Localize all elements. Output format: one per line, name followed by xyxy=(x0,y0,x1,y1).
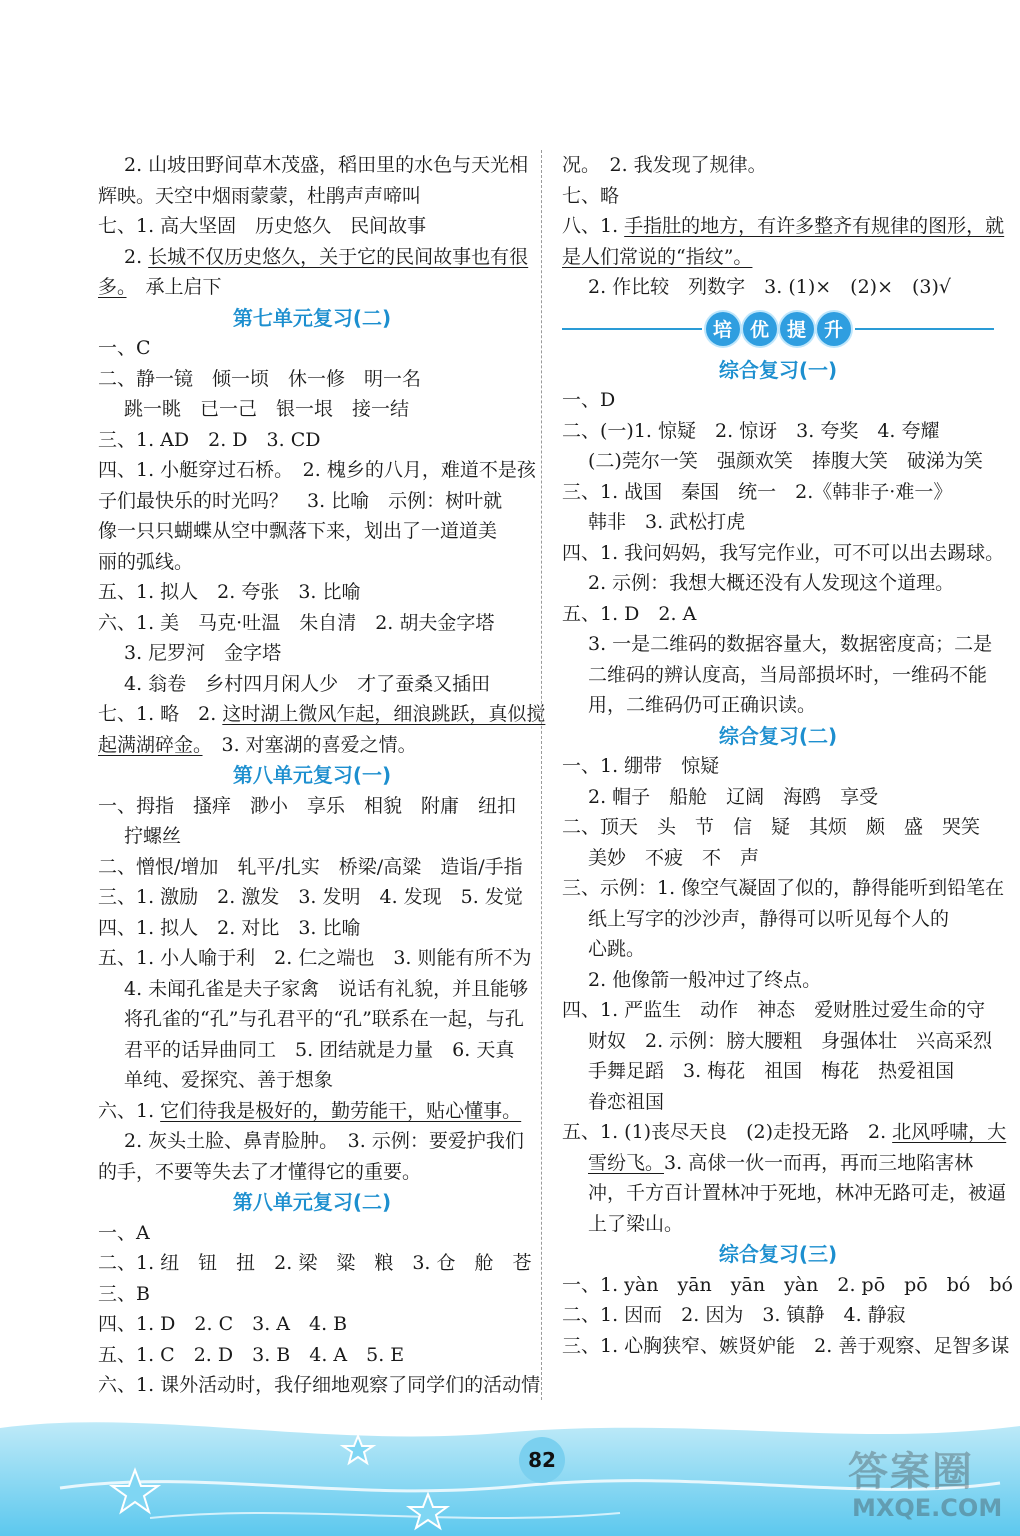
underlined-answer: 北风呼啸，大 xyxy=(892,1121,1007,1143)
answer-text: 五、1. (1)丧尽天良 (2)走投无路 2. xyxy=(562,1121,893,1143)
answer-line: 2. 他像箭一般冲过了终点。 xyxy=(588,968,822,991)
answer-line: 2. 作比较 列数字 3. (1)× (2)× (3)√ xyxy=(588,276,952,298)
answer-line: 四、1. 小艇穿过石桥。 2. 槐乡的八月，难道不是孩 xyxy=(98,459,536,481)
section-heading: 综合复习(三) xyxy=(718,1242,838,1266)
answer-line: 用，二维码仍可正确识读。 xyxy=(588,694,817,716)
page-number: 82 xyxy=(519,1437,565,1483)
answer-line: 将孔雀的“孔”与孔君平的“孔”联系在一起，与孔 xyxy=(124,1008,524,1030)
answer-line: 三、1. 心胸狭窄、嫉贤妒能 2. 善于观察、足智多谋 xyxy=(562,1334,1010,1357)
answer-line: 四、1. 拟人 2. 对比 3. 比喻 xyxy=(98,916,361,939)
underlined-answer: 长城不仅历史悠久，关于它的民间故事也有很 xyxy=(148,245,529,268)
underlined-answer: 手指肚的地方，有许多整齐有规律的图形，就 xyxy=(624,215,1005,237)
answer-line: 一、1. yàn yān yān yàn 2. pō pō bó bó xyxy=(562,1273,1013,1296)
answer-line: 二、1. 因而 2. 因为 3. 镇静 4. 静寂 xyxy=(562,1304,906,1326)
answer-line: 像一只只蝴蝶从空中飘落下来，划出了一道道美 xyxy=(98,520,498,542)
answer-line: 二、(一)1. 惊疑 2. 惊讶 3. 夸奖 4. 夸耀 xyxy=(562,419,940,442)
watermark-text: 答案圈 xyxy=(848,1449,974,1495)
answer-line: 3. 尼罗河 金字塔 xyxy=(124,642,282,664)
answer-column-right xyxy=(562,150,1013,1361)
answer-line: 五、1. 小人喻于利 2. 仁之端也 3. 则能有所不为 xyxy=(98,947,532,969)
answer-line: 一、1. 绷带 惊疑 xyxy=(562,755,720,777)
answer-line xyxy=(98,730,526,761)
answer-line: 上了梁山。 xyxy=(588,1212,684,1235)
answer-line: 君平的话异曲同工 5. 团结就是力量 6. 天真 xyxy=(124,1038,515,1061)
answer-line: 子们最快乐的时光吗？ 3. 比喻 示例：树叶就 xyxy=(98,489,503,512)
banner-char: 优 xyxy=(743,312,777,346)
answer-line: 六、1. 美 马克·吐温 朱自清 2. 胡夫金字塔 xyxy=(98,611,495,634)
underlined-answer: 是人们常说的“指纹”。 xyxy=(562,245,753,268)
answer-line: 一、A xyxy=(98,1221,150,1244)
answer-line: 2. 示例：我想大概还没有人发现这个道理。 xyxy=(588,572,955,594)
answer-line: 手舞足蹈 3. 梅花 祖国 梅花 热爱祖国 xyxy=(588,1060,955,1082)
answer-line: 四、1. D 2. C 3. A 4. B xyxy=(98,1313,348,1335)
banner-rule xyxy=(562,328,702,330)
answer-line: 一、D xyxy=(562,389,616,411)
column-divider xyxy=(541,150,542,1400)
section-heading: 第八单元复习(二) xyxy=(232,1190,392,1214)
answer-line: 四、1. 我问妈妈，我写完作业，可不可以出去踢球。 xyxy=(562,541,1005,564)
answer-line: 二维码的辨认度高，当局部损坏时，一维码不能 xyxy=(588,663,988,686)
section-banner xyxy=(562,303,994,355)
answer-line xyxy=(562,1117,1007,1148)
answer-line: 2. 帽子 船舱 辽阔 海鸥 享受 xyxy=(588,785,879,808)
watermark-logo xyxy=(848,1434,1018,1534)
answer-column-left xyxy=(98,150,546,1401)
answer-line xyxy=(98,242,529,273)
answer-line: 美妙 不疲 不 声 xyxy=(588,846,760,869)
banner-char: 提 xyxy=(780,312,814,346)
answer-line: 辉映。天空中烟雨蒙蒙，杜鹃声声啼叫 xyxy=(98,184,422,207)
answer-line: 五、1. D 2. A xyxy=(562,602,697,625)
banner-char: 升 xyxy=(817,312,851,346)
banner-rule xyxy=(855,328,995,330)
answer-line: 二、静一镜 倾一顷 休一修 明一名 xyxy=(98,367,422,390)
answer-line: 三、示例：1. 像空气凝固了似的，静得能听到铅笔在 xyxy=(562,877,1005,899)
answer-text: 3. 对塞湖的喜爱之情。 xyxy=(202,733,417,756)
watermark-url: MXQE.COM xyxy=(852,1494,1003,1522)
answer-line: 况。 2. 我发现了规律。 xyxy=(562,154,767,176)
section-heading: 综合复习(一) xyxy=(718,357,838,382)
answer-line: 4. 未闻孔雀是夫子家禽 说话有礼貌，并且能够 xyxy=(124,977,529,1000)
underlined-answer: 雪纷飞。 xyxy=(588,1151,665,1174)
answer-line xyxy=(98,1096,526,1127)
answer-line: (二)莞尔一笑 强颜欢笑 捧腹大笑 破涕为笑 xyxy=(588,450,983,472)
answer-line: 的手，不要等失去了才懂得它的重要。 xyxy=(98,1160,422,1183)
answer-line: 三、1. 激励 2. 激发 3. 发明 4. 发现 5. 发觉 xyxy=(98,886,523,908)
answer-line: 一、C xyxy=(98,337,151,359)
answer-line: 财奴 2. 示例：膀大腰粗 身强体壮 兴高采烈 xyxy=(588,1029,993,1052)
answer-line: 2. 山坡田野间草木茂盛，稻田里的水色与天光相 xyxy=(124,154,529,176)
answer-line: 眷恋祖国 xyxy=(588,1090,665,1113)
answer-line: 冲，千方百计置林冲于死地，林冲无路可走，被逼 xyxy=(588,1182,1007,1204)
answer-line xyxy=(562,1148,994,1179)
answer-line: 六、1. 课外活动时，我仔细地观察了同学们的活动情 xyxy=(98,1374,541,1396)
answer-line xyxy=(98,699,546,730)
answer-line: 四、1. 严监生 动作 神态 爱财胜过爱生命的守 xyxy=(562,999,986,1021)
answer-line: 纸上写字的沙沙声，静得可以听见每个人的 xyxy=(588,907,950,930)
section-heading: 第八单元复习(一) xyxy=(232,763,392,787)
answer-line: 三、1. AD 2. D 3. CD xyxy=(98,428,321,451)
answer-text: 六、1. xyxy=(98,1099,161,1122)
answer-text: 八、1. xyxy=(562,215,625,237)
answer-line xyxy=(562,211,1005,242)
underlined-answer: 多。 xyxy=(98,276,127,298)
answer-line: 2. 灰头土脸、鼻青脸肿。 3. 示例：要爱护我们 xyxy=(124,1130,524,1152)
answer-line: 三、1. 战国 秦国 统一 2.《韩非子·难一》 xyxy=(562,480,953,503)
underlined-answer: 它们待我是极好的，勤劳能干，贴心懂事。 xyxy=(160,1099,522,1122)
answer-text: 2. xyxy=(124,245,149,268)
answer-line: 二、憎恨/增加 轧平/扎实 桥梁/高粱 造诣/手指 xyxy=(98,855,523,878)
answer-line: 单纯、爱探究、善于想象 xyxy=(124,1069,334,1091)
answer-line: 一、拇指 搔痒 渺小 享乐 相貌 附庸 纽扣 xyxy=(98,794,517,817)
answer-line: 跳一眺 已一己 银一垠 接一结 xyxy=(124,398,410,420)
answer-line: 4. 翁卷 乡村四月闲人少 才了蚕桑又插田 xyxy=(124,672,491,695)
answer-line: 三、B xyxy=(98,1282,150,1305)
banner-char: 培 xyxy=(706,312,740,346)
answer-line: 五、1. 拟人 2. 夸张 3. 比喻 xyxy=(98,581,361,603)
answer-text: 承上启下 xyxy=(126,276,222,298)
answer-line: 五、1. C 2. D 3. B 4. A 5. E xyxy=(98,1343,405,1366)
section-heading: 第七单元复习(二) xyxy=(232,305,392,330)
answer-line: 二、顶天 头 节 信 疑 其烦 颇 盛 哭笑 xyxy=(562,816,981,838)
answer-line xyxy=(98,272,526,303)
answer-line: 七、略 xyxy=(562,184,620,207)
answer-text: 七、1. 略 2. xyxy=(98,703,223,725)
answer-line: 心跳。 xyxy=(588,938,646,960)
underlined-answer: 起满湖碎金。 xyxy=(98,733,203,756)
answer-line: 七、1. 高大坚固 历史悠久 民间故事 xyxy=(98,215,427,237)
section-heading: 综合复习(二) xyxy=(718,723,838,748)
banner-title xyxy=(706,312,851,346)
answer-line: 丽的弧线。 xyxy=(98,550,194,573)
answer-line: 拧螺丝 xyxy=(124,825,182,847)
answer-line: 二、1. 纽 钮 扭 2. 梁 粱 粮 3. 仓 舱 苍 xyxy=(98,1252,532,1274)
answer-text: 3. 高俅一伙一而再，再而三地陷害林 xyxy=(664,1151,974,1174)
answer-line: 韩非 3. 武松打虎 xyxy=(588,511,746,533)
answer-line: 3. 一是二维码的数据容量大，数据密度高；二是 xyxy=(588,633,993,655)
underlined-answer: 这时湖上微风乍起，细浪跳跃，真似搅 xyxy=(222,703,546,725)
answer-line xyxy=(562,242,994,273)
